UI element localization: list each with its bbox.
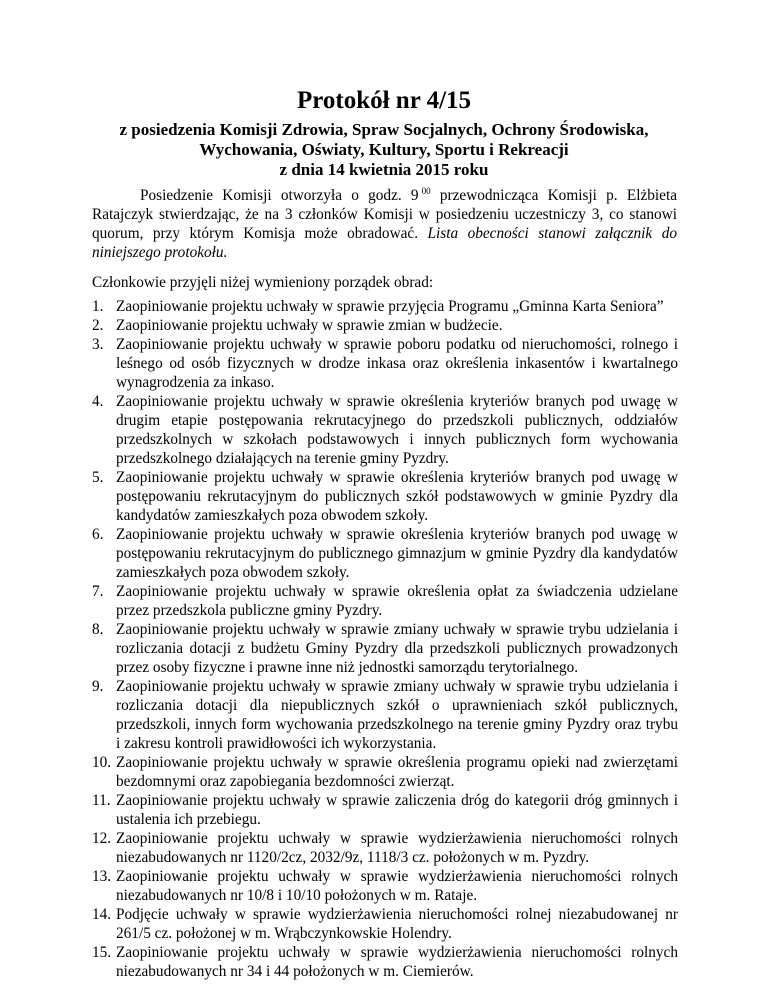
agenda-item [92, 582, 678, 620]
agenda-lead: Członkowie przyjęli niżej wymieniony porządek obrad: [92, 274, 434, 291]
agenda-item [92, 791, 678, 829]
agenda-item [92, 620, 678, 677]
agenda-list [92, 297, 678, 981]
agenda-item-number: 7. [92, 583, 104, 600]
agenda-item-text: Zaopiniowanie projektu uchwały w sprawie zmian w budżecie. [116, 317, 503, 334]
agenda-item-number: 4. [92, 393, 104, 410]
agenda-item-number: 10. [92, 754, 112, 771]
agenda-item-text: Zaopiniowanie projektu uchwały w sprawie określenia kryteriów branych pod uwagę w postępowaniu rekrutacyjnym do publicznego gimnazjum w gminie Pyzdry dla kandydatów zamieszkałych poza obwodem szkoły. [116, 526, 678, 581]
agenda-item [92, 335, 678, 392]
agenda-item-number: 5. [92, 469, 104, 486]
agenda-item-number: 2. [92, 317, 104, 334]
agenda-item-number: 6. [92, 526, 104, 543]
agenda-item [92, 867, 678, 905]
document-subtitle [0, 120, 768, 180]
subtitle-line: z posiedzenia Komisji Zdrowia, Spraw Socjalnych, Ochrony Środowiska, [119, 120, 649, 139]
subtitle-line: Wychowania, Oświaty, Kultury, Sportu i Rekreacji [199, 140, 569, 159]
subtitle-line: z dnia 14 kwietnia 2015 roku [279, 160, 489, 179]
agenda-item [92, 392, 678, 468]
agenda-item [92, 829, 678, 867]
agenda-item [92, 905, 678, 943]
agenda-item-text: Zaopiniowanie projektu uchwały w sprawie wydzierżawienia nieruchomości rolnych niezabudowanych nr 10/8 i 10/10 położonych w m. Rataje. [116, 868, 678, 904]
agenda-item-text: Podjęcie uchwały w sprawie wydzierżawienia nieruchomości rolnej niezabudowanej nr 261/5 cz. położonej w m. Wrąbczynkowskie Holendry. [116, 906, 678, 942]
agenda-item-number: 15. [92, 944, 112, 961]
agenda-item [92, 468, 678, 525]
agenda-item-text: Zaopiniowanie projektu uchwały w sprawie określenia kryteriów branych pod uwagę w postępowaniu rekrutacyjnym do publicznych szkół podstawowych w gminie Pyzdry dla kandydatów zamieszkałych poza obwodem szkoły. [116, 469, 678, 524]
agenda-item-text: Zaopiniowanie projektu uchwały w sprawie przyjęcia Programu „Gminna Karta Seniora” [116, 298, 664, 315]
agenda-item-text: Zaopiniowanie projektu uchwały w sprawie zaliczenia dróg do kategorii dróg gminnych i ustalenia ich przebiegu. [116, 792, 678, 828]
agenda-item-number: 12. [92, 830, 112, 847]
agenda-item [92, 316, 678, 335]
agenda-item-text: Zaopiniowanie projektu uchwały w sprawie zmiany uchwały w sprawie trybu udzielania i rozliczania dotacji z budżetu Gminy Pyzdry dla przedszkoli publicznych prowadzonych przez osoby fizyczne i prawne inne niż jednostki samorządu terytorialnego. [116, 621, 678, 676]
intro-text: Posiedzenie Komisji otworzyła o godz. 9 [140, 187, 419, 204]
agenda-item-number: 11. [92, 792, 111, 809]
agenda-item-text: Zaopiniowanie projektu uchwały w sprawie określenia programu opieki nad zwierzętami bezdomnymi oraz zapobiegania bezdomności zwierząt. [116, 754, 678, 790]
agenda-item [92, 677, 678, 753]
agenda-item [92, 943, 678, 981]
agenda-item [92, 297, 678, 316]
intro-text: przewodnicząca Komisji p. Elżbieta Ratajczyk stwierdzając, że na 3 członków Komisji w posiedzeniu uczestniczy 3, co stanowi quorum, przy którym Komisja może obradować. [92, 187, 677, 242]
time-superscript: 00 [421, 185, 431, 196]
agenda-item-text: Zaopiniowanie projektu uchwały w sprawie wydzierżawienia nieruchomości rolnych niezabudowanych nr 34 i 44 położonych w m. Ciemierów. [116, 944, 678, 980]
agenda-item-number: 3. [92, 336, 104, 353]
agenda-item-text: Zaopiniowanie projektu uchwały w sprawie określenia kryteriów branych pod uwagę w drugim etapie postępowania rekrutacyjnego do przedszkoli publicznych, oddziałów przedszkolnych w szkołach podstawowych i innych publicznych form wychowania przedszkolnego działających na terenie gminy Pyzdry. [116, 393, 678, 467]
agenda-item [92, 525, 678, 582]
document-title: Protokół nr 4/15 [296, 87, 472, 114]
agenda-item-text: Zaopiniowanie projektu uchwały w sprawie zmiany uchwały w sprawie trybu udzielania i rozliczania dotacji dla niepublicznych szkół o uprawnieniach szkół publicznych, przedszkoli, innych form wychowania przedszkolnego na terenie gminy Pyzdry oraz trybu i zakresu kontroli prawidłowości ich wykorzystania. [116, 678, 678, 752]
agenda-item [92, 753, 678, 791]
attendance-note: Lista obecności stanowi załącznik do niniejszego protokołu. [92, 225, 677, 261]
agenda-item-text: Zaopiniowanie projektu uchwały w sprawie poboru podatku od nieruchomości, rolnego i leśnego od osób fizycznych w drodze inkasa oraz określenia inkasentów i kwartalnego wynagrodzenia za inkaso. [116, 336, 678, 391]
agenda-item-number: 8. [92, 621, 104, 638]
agenda-item-number: 1. [92, 298, 104, 315]
agenda-item-number: 9. [92, 678, 104, 695]
intro-paragraph [92, 186, 677, 262]
agenda-item-text: Zaopiniowanie projektu uchwały w sprawie określenia opłat za świadczenia udzielane przez przedszkola publiczne gminy Pyzdry. [116, 583, 678, 619]
agenda-item-number: 14. [92, 906, 112, 923]
agenda-item-text: Zaopiniowanie projektu uchwały w sprawie wydzierżawienia nieruchomości rolnych niezabudowanych nr 1120/2cz, 2032/9z, 1118/3 cz. położonych w m. Pyzdry. [116, 830, 678, 866]
agenda-item-number: 13. [92, 868, 112, 885]
